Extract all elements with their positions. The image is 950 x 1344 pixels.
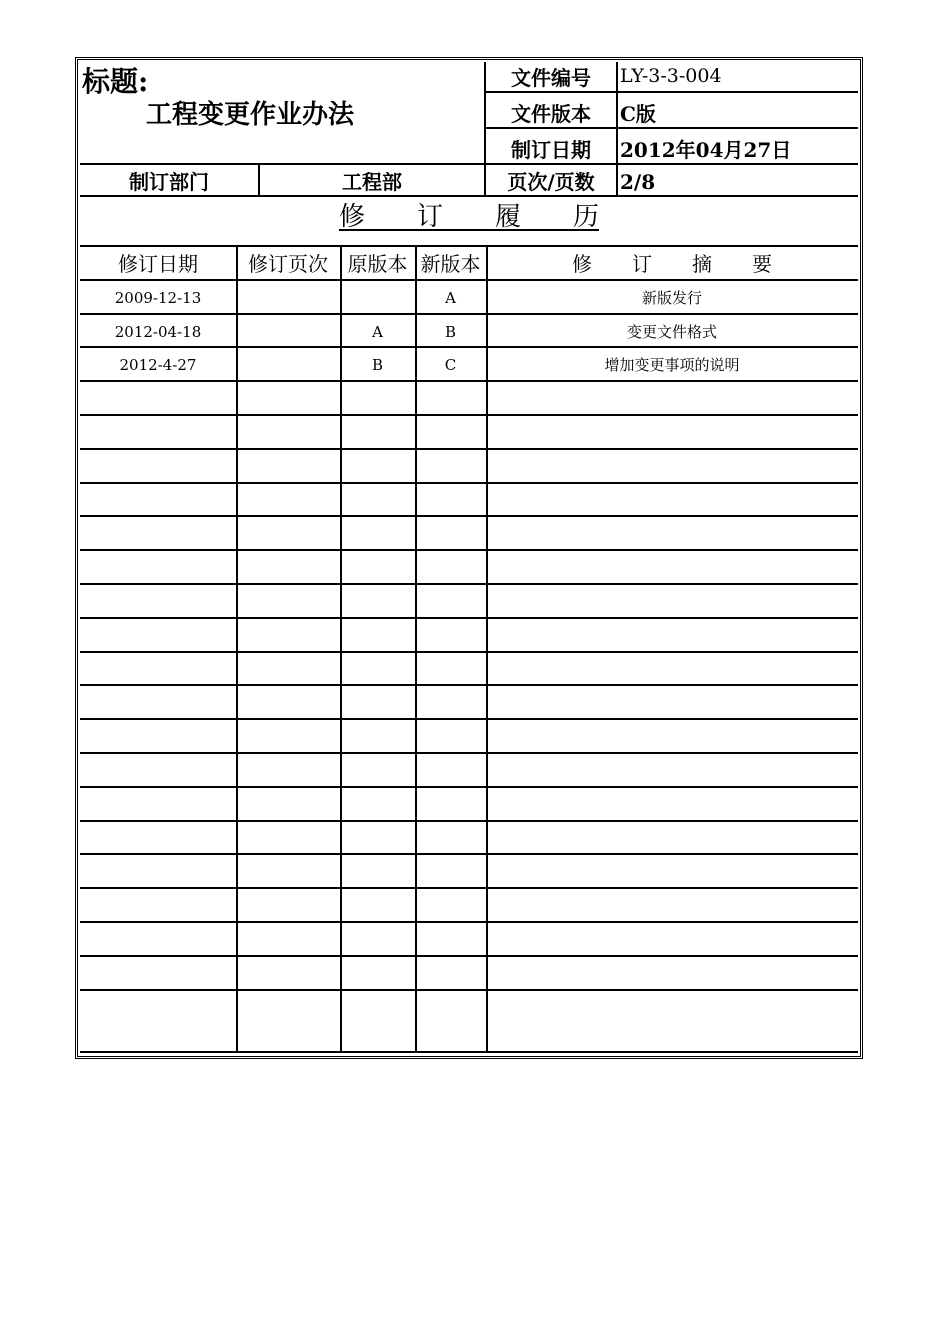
table-gridline [80,617,858,619]
table-cell-new: B [444,322,457,341]
table-cell-summary: 新版发行 [641,288,702,307]
table-cell-old: A [372,322,383,341]
table-gridline [80,549,858,551]
dept-value: 工程部 [342,170,402,194]
version-value: C版 [620,102,656,126]
table-gridline [80,482,858,484]
divider [80,195,858,197]
title-label: 标题: [82,65,149,98]
date-value: 2012年04月27日 [620,138,792,162]
divider [486,127,858,129]
table-gridline [80,515,858,517]
table-gridline [80,718,858,720]
table-gridline [80,245,858,247]
table-gridline [80,313,858,315]
column-header-pages: 修订页次 [248,252,328,276]
table-gridline [80,887,858,889]
page-value: 2/8 [620,170,656,194]
table-cell-new: C [444,356,457,375]
column-header-old-version: 原版本 [347,252,408,276]
date-label: 制订日期 [511,138,591,162]
dept-label: 制订部门 [129,170,209,194]
divider [80,163,858,165]
table-cell-date: 2012-04-18 [114,322,202,341]
table-gridline [80,346,858,348]
version-label: 文件版本 [511,102,591,126]
table-cell-date: 2009-12-13 [114,288,202,307]
table-gridline [80,279,858,281]
table-cell-new: A [445,288,456,307]
table-gridline [80,989,858,991]
doc-no-label: 文件编号 [511,66,591,90]
column-header-new-version: 新版本 [420,252,481,276]
table-gridline [80,752,858,754]
divider [486,91,858,93]
table-gridline [80,414,858,416]
table-gridline [80,853,858,855]
table-gridline [236,245,238,1053]
table-cell-summary: 变更文件格式 [626,322,717,341]
history-title: 修 订 履 历 [338,202,599,232]
table-cell-date: 2012-4-27 [119,356,197,375]
column-header-date: 修订日期 [118,252,198,276]
table-gridline [80,380,858,382]
doc-no-value: LY-3-3-004 [620,65,722,87]
page-title: 工程变更作业办法 [146,100,355,130]
page-label: 页次/页数 [507,170,595,194]
divider [616,62,618,196]
table-cell-old: B [371,356,384,375]
table-gridline [80,786,858,788]
table-gridline [80,820,858,822]
table-gridline [80,921,858,923]
table-gridline [80,1051,858,1053]
table-cell-summary: 增加变更事项的说明 [604,356,740,375]
table-gridline [80,583,858,585]
table-gridline [80,684,858,686]
table-gridline [80,651,858,653]
table-gridline [80,955,858,957]
table-gridline [80,448,858,450]
column-header-summary: 修 订 摘 要 [572,252,772,276]
